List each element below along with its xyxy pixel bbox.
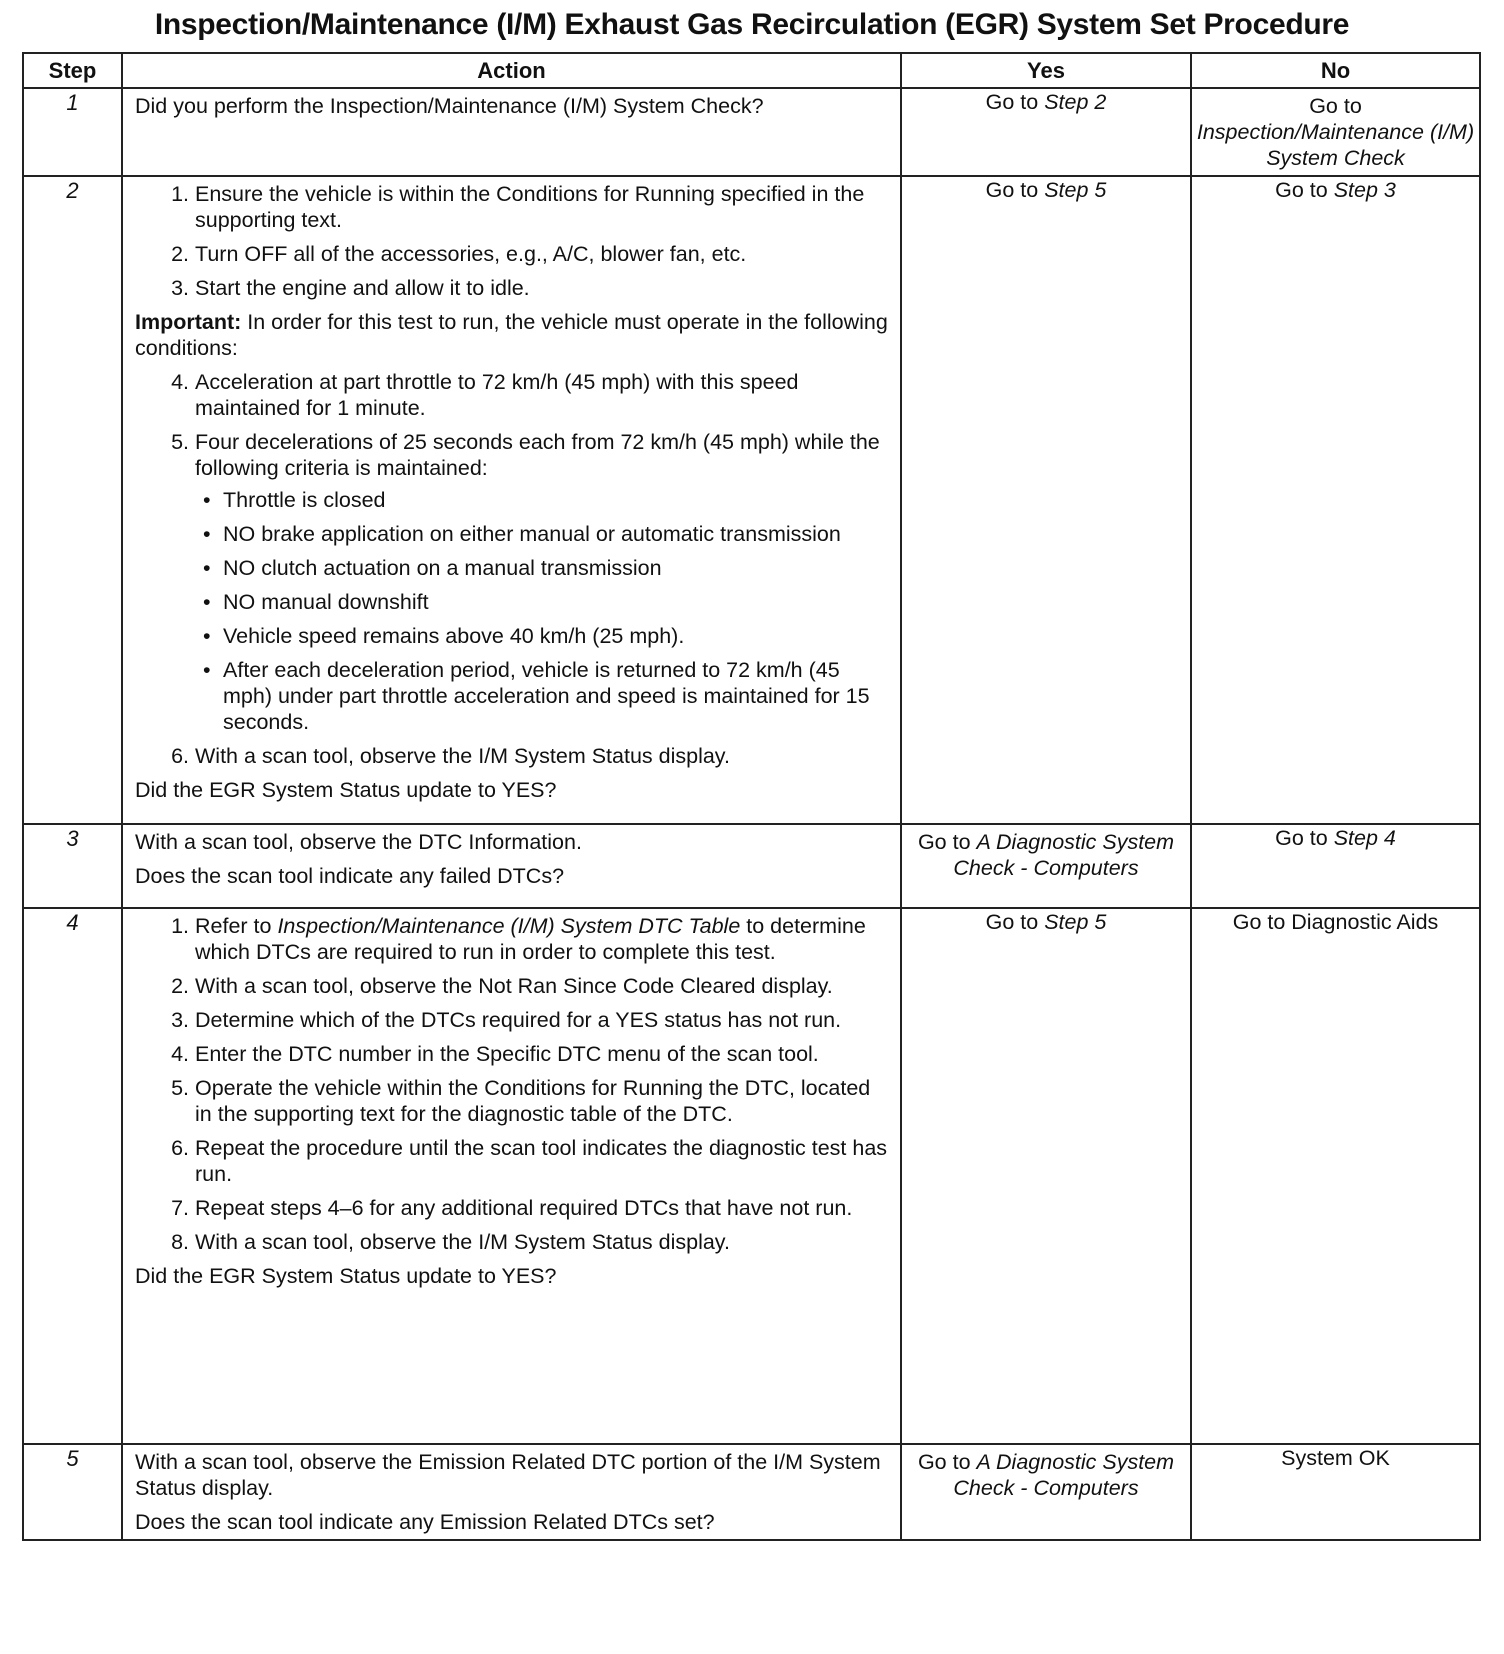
action-cell bbox=[122, 1444, 901, 1540]
no-prefix: Go to bbox=[1275, 178, 1334, 202]
yes-cell bbox=[901, 88, 1191, 176]
no-link[interactable]: Inspection/Maintenance (I/M) System Check bbox=[1196, 120, 1475, 170]
bullet-item: • Throttle is closed bbox=[195, 487, 890, 513]
header-step: Step bbox=[23, 53, 122, 88]
bullet-item: • NO clutch actuation on a manual transmission bbox=[195, 555, 890, 581]
item-number: 5. bbox=[171, 1076, 189, 1100]
list-item bbox=[135, 743, 890, 769]
action-list bbox=[135, 369, 890, 769]
table-row-step-1 bbox=[23, 88, 1480, 176]
step-number: 3 bbox=[23, 824, 122, 908]
yes-link[interactable]: Step 2 bbox=[1044, 90, 1107, 114]
header-row bbox=[23, 53, 1480, 88]
yes-prefix: Go to bbox=[985, 90, 1045, 114]
item-number: 2. bbox=[171, 974, 189, 998]
item-number: 3. bbox=[171, 276, 189, 300]
list-item bbox=[135, 1041, 890, 1067]
procedure-table bbox=[22, 52, 1481, 1541]
yes-prefix: Go to bbox=[917, 830, 977, 854]
action-cell bbox=[122, 176, 901, 824]
criteria-list bbox=[195, 487, 890, 735]
item-text: Start the engine and allow it to idle. bbox=[195, 276, 530, 300]
table-row-step-5 bbox=[23, 1444, 1480, 1540]
list-item bbox=[135, 241, 890, 267]
list-item bbox=[135, 429, 890, 735]
list-item bbox=[135, 1075, 890, 1127]
question-text: Does the scan tool indicate any Emission Related DTCs set? bbox=[135, 1510, 715, 1534]
bullet-item: • NO manual downshift bbox=[195, 589, 890, 615]
question-text: Did the EGR System Status update to YES? bbox=[135, 1264, 557, 1288]
question-text: Did the EGR System Status update to YES? bbox=[135, 778, 557, 802]
item-text: Operate the vehicle within the Conditions for Running the DTC, located in the supporting text for the diagnostic table of the DTC. bbox=[195, 1076, 871, 1126]
item-text: With a scan tool, observe the I/M System Status display. bbox=[195, 744, 730, 768]
item-text: Refer to bbox=[195, 914, 278, 938]
table-row-step-4 bbox=[23, 908, 1480, 1444]
action-cell bbox=[122, 88, 901, 176]
item-text: Acceleration at part throttle to 72 km/h (45 mph) with this speed maintained for 1 minute. bbox=[195, 370, 799, 420]
item-text: With a scan tool, observe the I/M System Status display. bbox=[195, 1230, 730, 1254]
item-number: 7. bbox=[171, 1196, 189, 1220]
bullet-item: • After each deceleration period, vehicle is returned to 72 km/h (45 mph) under part throttle acceleration and speed is maintained for 15 seconds. bbox=[195, 657, 890, 735]
no-text[interactable]: Go to Diagnostic Aids bbox=[1232, 910, 1439, 934]
bullet-item: • Vehicle speed remains above 40 km/h (25 mph). bbox=[195, 623, 890, 649]
item-number: 2. bbox=[171, 242, 189, 266]
yes-link[interactable]: Step 5 bbox=[1044, 910, 1107, 934]
action-text: With a scan tool, observe the DTC Information. bbox=[135, 830, 582, 854]
item-number: 3. bbox=[171, 1008, 189, 1032]
no-cell bbox=[1191, 908, 1480, 1444]
item-text: to determine which DTCs are required to run in order to complete this test. bbox=[195, 914, 866, 964]
action-list bbox=[135, 181, 890, 301]
action-cell bbox=[122, 824, 901, 908]
table-link[interactable]: Inspection/Maintenance (I/M) System DTC Table bbox=[277, 914, 741, 938]
action-cell bbox=[122, 908, 901, 1444]
question-text: Did you perform the Inspection/Maintenance (I/M) System Check? bbox=[135, 94, 764, 118]
item-text: Repeat steps 4–6 for any additional required DTCs that have not run. bbox=[195, 1196, 853, 1220]
no-cell bbox=[1191, 176, 1480, 824]
item-number: 4. bbox=[171, 1042, 189, 1066]
item-number: 5. bbox=[171, 430, 189, 454]
item-text: Turn OFF all of the accessories, e.g., A/C, blower fan, etc. bbox=[195, 242, 747, 266]
list-item bbox=[135, 275, 890, 301]
no-cell bbox=[1191, 1444, 1480, 1540]
yes-prefix: Go to bbox=[917, 1450, 977, 1474]
no-cell bbox=[1191, 824, 1480, 908]
action-text: With a scan tool, observe the Emission Related DTC portion of the I/M System Status display. bbox=[135, 1450, 881, 1500]
important-note bbox=[135, 309, 890, 361]
page-title: Inspection/Maintenance (I/M) Exhaust Gas Recirculation (EGR) System Set Procedure bbox=[154, 8, 1350, 41]
bullet-item: • NO brake application on either manual or automatic transmission bbox=[195, 521, 890, 547]
list-item bbox=[135, 181, 890, 233]
list-item bbox=[135, 369, 890, 421]
question-text: Does the scan tool indicate any failed DTCs? bbox=[135, 864, 565, 888]
header-action: Action bbox=[122, 53, 901, 88]
item-text: With a scan tool, observe the Not Ran Since Code Cleared display. bbox=[195, 974, 833, 998]
step-number: 5 bbox=[23, 1444, 122, 1540]
yes-prefix: Go to bbox=[985, 178, 1045, 202]
item-number: 1. bbox=[171, 914, 189, 938]
item-number: 4. bbox=[171, 370, 189, 394]
list-item bbox=[135, 913, 890, 965]
item-text: Enter the DTC number in the Specific DTC menu of the scan tool. bbox=[195, 1042, 819, 1066]
item-text: Ensure the vehicle is within the Conditions for Running specified in the supporting text. bbox=[195, 182, 865, 232]
yes-cell bbox=[901, 908, 1191, 1444]
yes-cell bbox=[901, 176, 1191, 824]
no-cell bbox=[1191, 88, 1480, 176]
no-prefix: Go to bbox=[1275, 826, 1334, 850]
no-prefix: Go to bbox=[1309, 94, 1362, 118]
item-number: 8. bbox=[171, 1230, 189, 1254]
item-number: 6. bbox=[171, 744, 189, 768]
action-list bbox=[135, 913, 890, 1255]
list-item bbox=[135, 1007, 890, 1033]
yes-prefix: Go to bbox=[985, 910, 1045, 934]
no-link[interactable]: Step 4 bbox=[1333, 826, 1396, 850]
header-no: No bbox=[1191, 53, 1480, 88]
important-label: Important: bbox=[135, 310, 242, 334]
list-item bbox=[135, 1135, 890, 1187]
no-link[interactable]: Step 3 bbox=[1333, 178, 1396, 202]
item-number: 6. bbox=[171, 1136, 189, 1160]
step-number: 1 bbox=[23, 88, 122, 176]
header-yes: Yes bbox=[901, 53, 1191, 88]
no-text: System OK bbox=[1281, 1446, 1390, 1470]
table-row-step-2 bbox=[23, 176, 1480, 824]
item-text: Determine which of the DTCs required for a YES status has not run. bbox=[195, 1008, 842, 1032]
item-text: Repeat the procedure until the scan tool indicates the diagnostic test has run. bbox=[195, 1136, 888, 1186]
list-item bbox=[135, 1195, 890, 1221]
yes-link[interactable]: A Diagnostic System Check - Computers bbox=[953, 830, 1175, 880]
step-number: 2 bbox=[23, 176, 122, 824]
yes-cell bbox=[901, 1444, 1191, 1540]
item-text: Four decelerations of 25 seconds each from 72 km/h (45 mph) while the following criteria is maintained: bbox=[195, 430, 880, 480]
list-item bbox=[135, 973, 890, 999]
list-item bbox=[135, 1229, 890, 1255]
yes-link[interactable]: Step 5 bbox=[1044, 178, 1107, 202]
yes-cell bbox=[901, 824, 1191, 908]
important-text: In order for this test to run, the vehicle must operate in the following conditions: bbox=[135, 310, 888, 360]
item-number: 1. bbox=[171, 182, 189, 206]
step-number: 4 bbox=[23, 908, 122, 1444]
table-row-step-3 bbox=[23, 824, 1480, 908]
yes-link[interactable]: A Diagnostic System Check - Computers bbox=[953, 1450, 1175, 1500]
